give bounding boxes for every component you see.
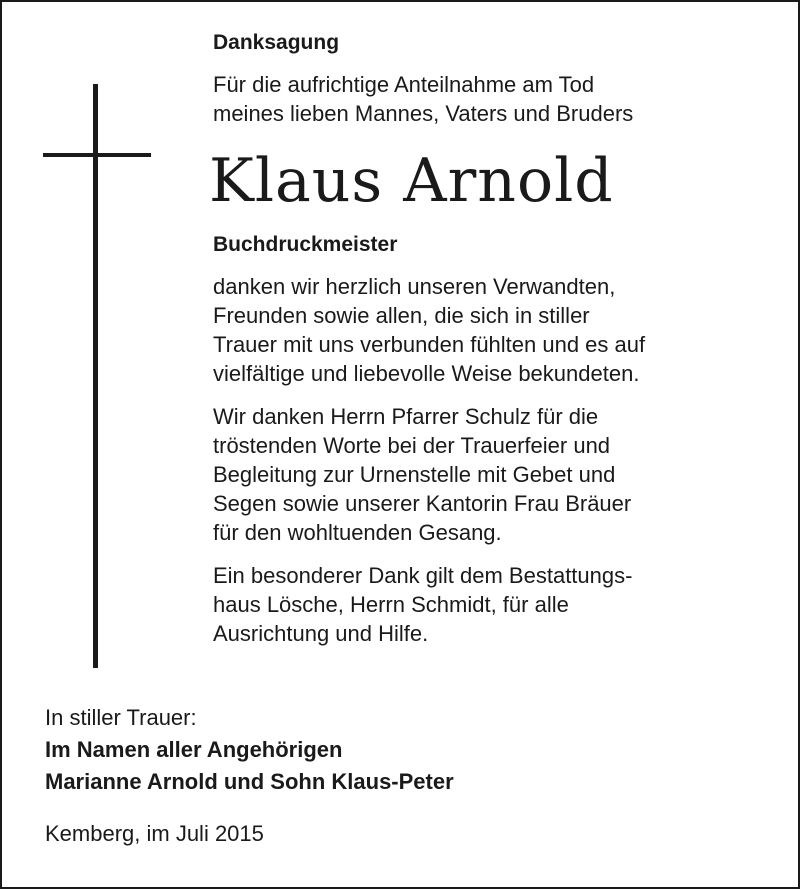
on-behalf-line: Im Namen aller Angehörigen <box>45 737 343 762</box>
paragraph-line: haus Lösche, Herrn Schmidt, für alle <box>213 592 569 617</box>
profession: Buchdruckmeister <box>213 233 398 256</box>
deceased-name: Klaus Arnold <box>209 146 614 216</box>
closing-block <box>45 702 745 850</box>
paragraph-line: tröstenden Worte bei der Trauerfeier und <box>213 433 611 458</box>
signatories: Marianne Arnold und Sohn Klaus-Peter <box>45 769 454 794</box>
intro-line: meines lieben Mannes, Vaters und Bruders <box>213 101 634 126</box>
notice-title: Danksagung <box>213 31 340 54</box>
mourning-label: In stiller Trauer: <box>45 705 197 730</box>
thanks-paragraph-2 <box>213 402 773 547</box>
paragraph-line: Ausrichtung und Hilfe. <box>213 621 429 646</box>
intro-text <box>213 70 773 128</box>
paragraph-line: vielfältige und liebevolle Weise bekundeten. <box>213 361 640 386</box>
paragraph-line: Segen sowie unserer Kantorin Frau Bräuer <box>213 491 632 516</box>
notice-content <box>209 30 773 648</box>
thanks-paragraph-3 <box>213 561 773 648</box>
paragraph-line: Freunden sowie allen, die sich in stiller <box>213 303 590 328</box>
intro-line: Für die aufrichtige Anteilnahme am Tod <box>213 72 595 97</box>
paragraph-line: danken wir herzlich unseren Verwandten, <box>213 274 616 299</box>
paragraph-line: Wir danken Herrn Pfarrer Schulz für die <box>213 404 599 429</box>
cross-icon-vertical-bar <box>93 84 98 668</box>
paragraph-line: Trauer mit uns verbunden fühlten und es auf <box>213 332 646 357</box>
cross-icon-horizontal-bar <box>43 153 151 157</box>
paragraph-line: Begleitung zur Urnenstelle mit Gebet und <box>213 462 616 487</box>
place-date: Kemberg, im Juli 2015 <box>45 821 264 846</box>
paragraph-line: für den wohltuenden Gesang. <box>213 520 502 545</box>
paragraph-line: Ein besonderer Dank gilt dem Bestattungs- <box>213 563 633 588</box>
thanks-paragraph-1 <box>213 272 773 388</box>
